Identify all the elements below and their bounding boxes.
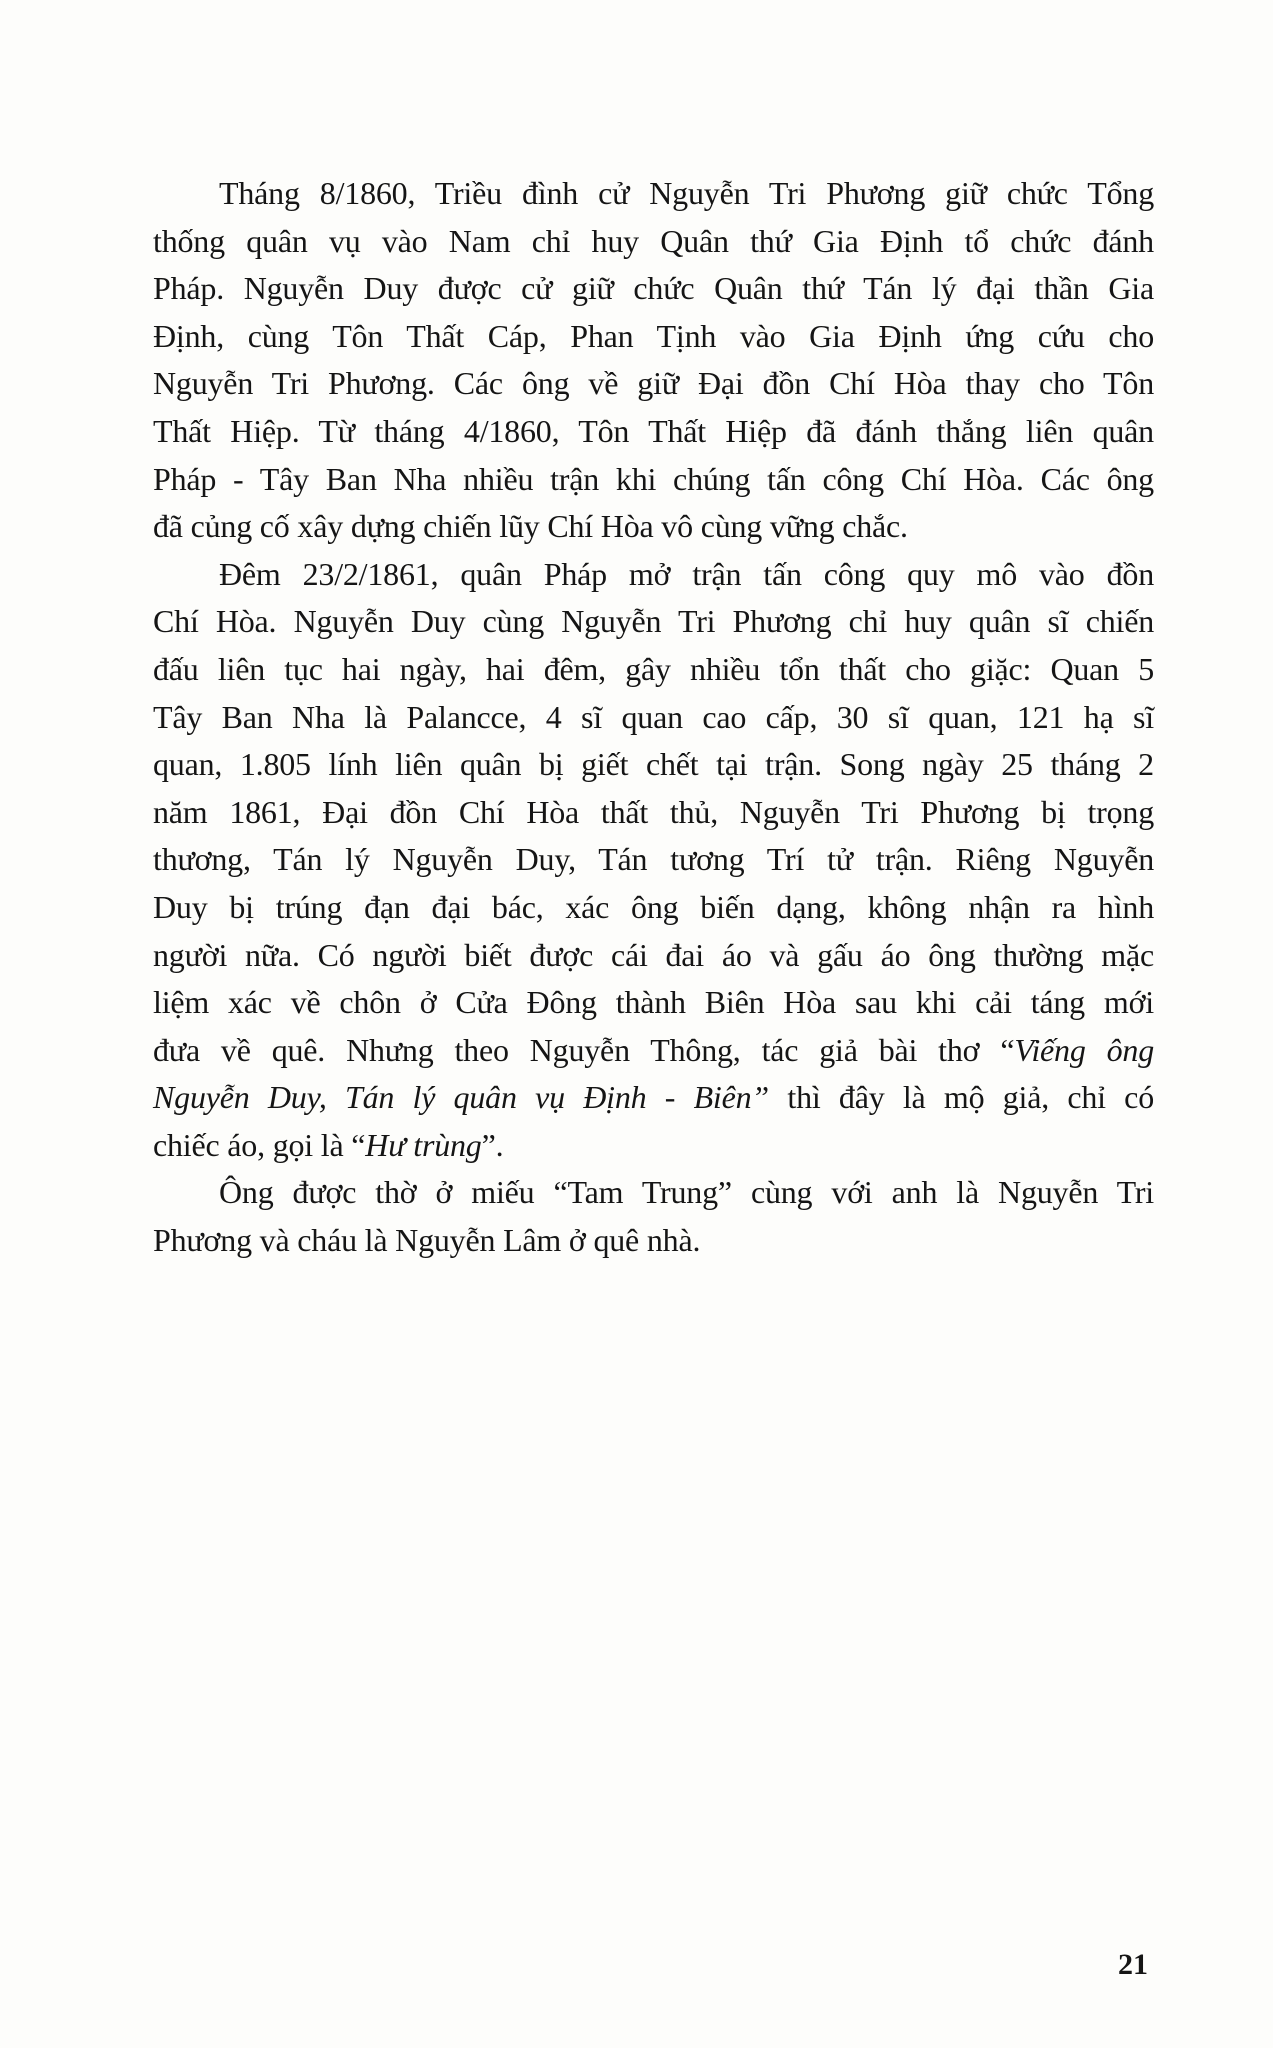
text-line: [153, 741, 1154, 789]
text-segment: người nữa. Có người biết được cái đai áo và gấu áo ông thường mặc: [153, 936, 1154, 973]
paragraph: [153, 1169, 1154, 1264]
text-segment: Định, cùng Tôn Thất Cáp, Phan Tịnh vào Gia Định ứng cứu cho: [153, 317, 1154, 354]
text-segment: năm 1861, Đại đồn Chí Hòa thất thủ, Nguyễn Tri Phương bị trọng: [153, 793, 1154, 830]
text-line: [153, 170, 1154, 218]
text-line: [153, 1027, 1154, 1075]
text-line: [153, 503, 1154, 551]
text-segment: chiếc áo, gọi là “: [153, 1126, 366, 1163]
text-segment: thống quân vụ vào Nam chỉ huy Quân thứ Gia Định tổ chức đánh: [153, 222, 1154, 259]
text-line: [153, 360, 1154, 408]
text-segment: thương, Tán lý Nguyễn Duy, Tán tương Trí tử trận. Riêng Nguyễn: [153, 841, 1154, 878]
text-segment: Phương và cháu là Nguyễn Lâm ở quê nhà.: [153, 1222, 701, 1259]
text-line: [153, 265, 1154, 313]
text-line: [153, 1169, 1154, 1217]
text-line: [153, 1217, 1154, 1265]
text-segment: Ông được thờ ở miếu “Tam Trung” cùng với anh là Nguyễn Tri: [219, 1174, 1154, 1211]
italic-text: Nguyễn Duy, Tán lý quân vụ Định - Biên”: [153, 1079, 770, 1116]
text-segment: Tây Ban Nha là Palancce, 4 sĩ quan cao cấp, 30 sĩ quan, 121 hạ sĩ: [153, 698, 1154, 735]
text-segment: Nguyễn Tri Phương. Các ông về giữ Đại đồn Chí Hòa thay cho Tôn: [153, 365, 1154, 402]
text-segment: đã củng cố xây dựng chiến lũy Chí Hòa vô cùng vững chắc.: [153, 508, 908, 545]
text-line: [153, 456, 1154, 504]
page-number: 21: [1118, 1948, 1148, 1981]
text-segment: Pháp. Nguyễn Duy được cử giữ chức Quân thứ Tán lý đại thần Gia: [153, 270, 1154, 307]
paragraph: [153, 551, 1154, 1170]
text-line: [153, 789, 1154, 837]
text-line: [153, 1122, 1154, 1170]
italic-text: Hư trùng: [365, 1126, 482, 1163]
text-segment: ”.: [481, 1126, 504, 1163]
text-line: [153, 884, 1154, 932]
text-segment: Thất Hiệp. Từ tháng 4/1860, Tôn Thất Hiệp đã đánh thắng liên quân: [153, 412, 1154, 449]
text-line: [153, 694, 1154, 742]
text-segment: Pháp - Tây Ban Nha nhiều trận khi chúng tấn công Chí Hòa. Các ông: [153, 460, 1154, 497]
page-body: [153, 170, 1154, 1265]
text-segment: thì đây là mộ giả, chỉ có: [769, 1079, 1154, 1116]
italic-text: Viếng ông: [1014, 1031, 1154, 1068]
text-line: [153, 979, 1154, 1027]
text-line: [153, 551, 1154, 599]
paragraph: [153, 170, 1154, 551]
text-line: [153, 313, 1154, 361]
text-line: [153, 932, 1154, 980]
text-line: [153, 408, 1154, 456]
text-segment: đấu liên tục hai ngày, hai đêm, gây nhiều tổn thất cho giặc: Quan 5: [153, 650, 1154, 687]
text-line: [153, 218, 1154, 266]
text-segment: đưa về quê. Nhưng theo Nguyễn Thông, tác giả bài thơ “: [153, 1031, 1015, 1068]
text-segment: Tháng 8/1860, Triều đình cử Nguyễn Tri Phương giữ chức Tổng: [219, 175, 1154, 211]
text-line: [153, 1074, 1154, 1122]
text-segment: Chí Hòa. Nguyễn Duy cùng Nguyễn Tri Phương chỉ huy quân sĩ chiến: [153, 603, 1154, 640]
text-line: [153, 598, 1154, 646]
text-line: [153, 646, 1154, 694]
text-line: [153, 836, 1154, 884]
text-segment: quan, 1.805 lính liên quân bị giết chết tại trận. Song ngày 25 tháng 2: [153, 746, 1154, 783]
text-segment: liệm xác về chôn ở Cửa Đông thành Biên Hòa sau khi cải táng mới: [153, 984, 1154, 1021]
text-segment: Duy bị trúng đạn đại bác, xác ông biến dạng, không nhận ra hình: [153, 888, 1154, 925]
text-segment: Đêm 23/2/1861, quân Pháp mở trận tấn công quy mô vào đồn: [219, 555, 1154, 592]
